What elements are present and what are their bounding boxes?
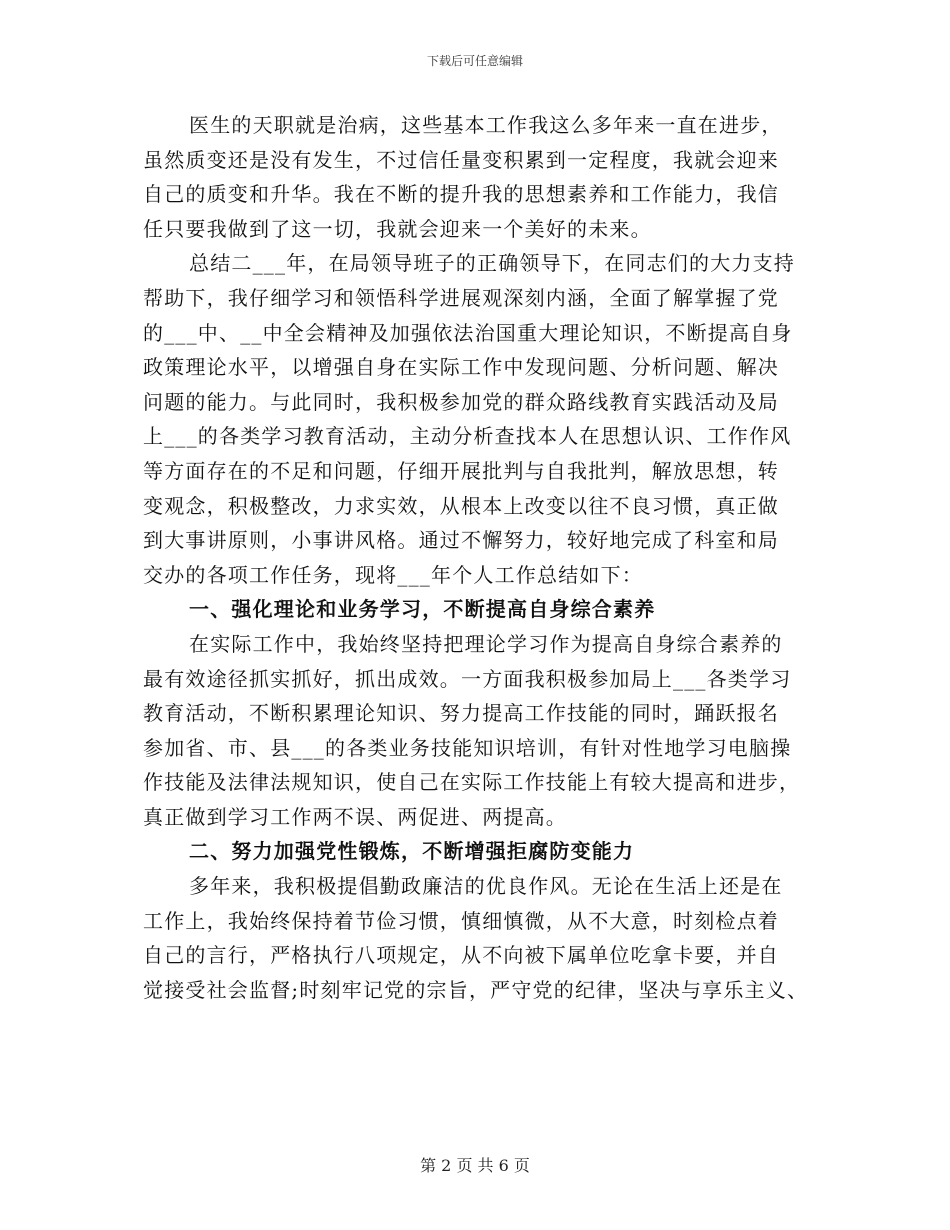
paragraph-line: 最有效途径抓实抓好，抓出成效。一方面我积极参加局上___各类学习 xyxy=(143,666,792,691)
paragraph-line: 等方面存在的不足和问题，仔细开展批判与自我批判，解放思想，转 xyxy=(143,458,779,483)
paragraph-line: 交办的各项工作任务，现将___年个人工作总结如下： xyxy=(143,562,643,587)
paragraph-line: 政策理论水平，以增强自身在实际工作中发现问题、分析问题、解决 xyxy=(143,355,779,380)
paragraph-line: 觉接受社会监督;时刻牢记党的宗旨，严守党的纪律，坚决与享乐主义、 xyxy=(143,977,809,1002)
section-heading: 一、强化理论和业务学习，不断提高自身综合素养 xyxy=(189,597,656,622)
page-header-note: 下载后可任意编辑 xyxy=(426,54,523,68)
page-number: 第 2 页 共 6 页 xyxy=(420,1156,530,1175)
paragraph-line: 在实际工作中，我始终坚持把理论学习作为提高自身综合素养的 xyxy=(189,631,783,656)
section-heading: 二、努力加强党性锻炼，不断增强拒腐防变能力 xyxy=(189,839,635,864)
paragraph-line: 参加省、市、县___的各类业务技能知识培训，有针对性地学习电脑操 xyxy=(143,735,792,760)
paragraph-line: 到大事讲原则，小事讲风格。通过不懈努力，较好地完成了科室和局 xyxy=(143,528,779,553)
paragraph-line: 总结二___年，在局领导班子的正确领导下，在同志们的大力支持 xyxy=(189,251,795,276)
paragraph-line: 教育活动，不断积累理论知识、努力提高工作技能的同时，踊跃报名 xyxy=(143,701,779,726)
paragraph-line: 问题的能力。与此同时，我积极参加党的群众路线教育实践活动及局 xyxy=(143,389,779,414)
paragraph-line: 的___中、__中全会精神及加强依法治国重大理论知识，不断提高自身 xyxy=(143,320,793,345)
paragraph-line: 多年来，我积极提倡勤政廉洁的优良作风。无论在生活上还是在 xyxy=(189,874,783,899)
paragraph-line: 自己的言行，严格执行八项规定，从不向被下属单位吃拿卡要，并自 xyxy=(143,943,779,968)
paragraph-line: 变观念，积极整改，力求实效，从根本上改变以往不良习惯，真正做 xyxy=(143,493,779,518)
document-body xyxy=(143,108,823,1007)
paragraph-line: 医生的天职就是治病，这些基本工作我这么多年来一直在进步， xyxy=(189,113,783,137)
paragraph-line: 工作上，我始终保持着节俭习惯，慎细慎微，从不大意，时刻检点着 xyxy=(143,908,779,933)
paragraph-line: 任只要我做到了这一切，我就会迎来一个美好的未来。 xyxy=(143,216,652,241)
paragraph-line: 虽然质变还是没有发生，不过信任量变积累到一定程度，我就会迎来 xyxy=(143,147,779,172)
paragraph-line: 帮助下，我仔细学习和领悟科学进展观深刻内涵，全面了解掌握了党 xyxy=(143,285,779,310)
paragraph-line: 上___的各类学习教育活动，主动分析查找本人在思想认识、工作作风 xyxy=(143,424,792,449)
paragraph-line: 作技能及法律法规知识，使自己在实际工作技能上有较大提高和进步， xyxy=(143,770,801,795)
paragraph-line: 真正做到学习工作两不误、两促进、两提高。 xyxy=(143,804,567,829)
paragraph-line: 自己的质变和升华。我在不断的提升我的思想素养和工作能力，我信 xyxy=(143,182,779,207)
